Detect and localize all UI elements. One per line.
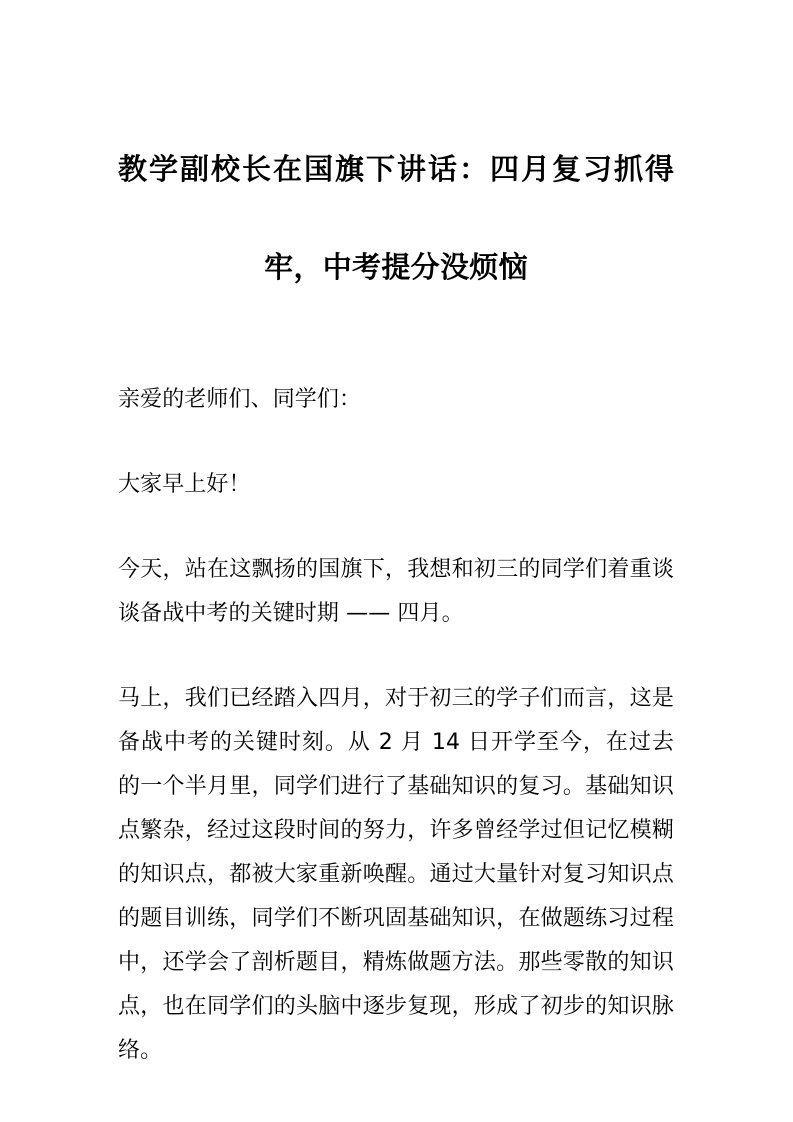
body-paragraph-review-progress: 马上，我们已经踏入四月，对于初三的学子们而言，这是备战中考的关键时刻。从 2 月 14 日开学至今，在过去的一个半月里，同学们进行了基础知识的复习。基础知识点繁杂，经过这段时间的努力，许多曾经学过但记忆模糊的知识点，都被大家重新唤醒。通过大量针对复习知识点的题目训练，同学们不断巩固基础知识，在做题练习过程中，还学会了剖析题目，精炼做题方法。那些零散的知识点，也在同学们的头脑中逐步复现，形成了初步的知识脉络。 [118,686,674,1063]
body-paragraph-salutation: 亲爱的老师们、同学们： [118,387,362,412]
document-body [118,378,674,1073]
document-title [118,120,674,316]
body-paragraph-greeting: 大家早上好！ [118,472,251,497]
document-title-line-2: 牢，中考提分没烦恼 [264,250,528,284]
body-paragraph-intro: 今天，站在这飘扬的国旗下，我想和初三的同学们着重谈谈备战中考的关键时期 —— 四月。 [118,557,674,626]
document-title-line-1: 教学副校长在国旗下讲话：四月复习抓得 [118,152,674,186]
